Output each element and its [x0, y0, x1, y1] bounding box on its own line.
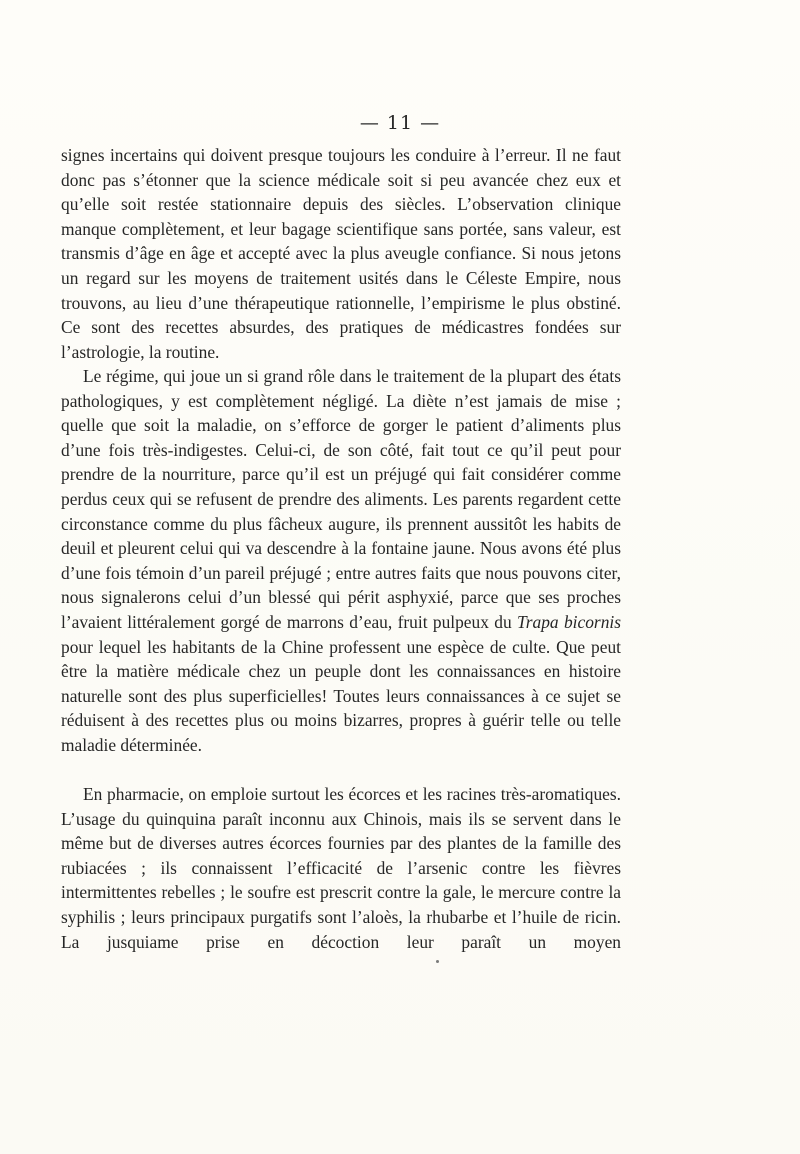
paragraph-2-text-before: Le régime, qui joue un si grand rôle dans le traitement de la plupart des états pathologiques, y est complètement négligé. La diète n’est jamais de mise ; quelle que soit la maladie, on s’efforce de gorger le patient d’aliments plus d’une fois très-indigestes. Celui-ci, de son côté, fait tout ce qu’il peut pour prendre de la nourriture, parce qu’il est un préjugé qui fait considérer comme perdus ceux qui se refusent de prendre des aliments. Les parents regardent cette circonstance comme du plus fâcheux augure, ils prennent aussitôt les habits de deuil et pleurent celui qui va descendre à la fontaine jaune. Nous avons été plus d’une fois témoin d’un pareil préjugé ; entre autres faits que nous pouvons citer, nous signalerons celui d’un blessé qui périt asphyxié, parce que ses proches l’avaient littéralement gorgé de marrons d’eau, fruit pulpeux du — [61, 366, 621, 632]
paragraph-2-text-after: pour lequel les habitants de la Chine professent une espèce de culte. Que peut être la matière médicale chez un peuple dont les connaissances en histoire naturelle sont des plus superficielles! Toutes leurs connaissances à ce sujet se réduisent à des recettes plus ou moins bizarres, propres à guérir telle ou telle maladie déterminée. — [61, 636, 621, 755]
ink-dot — [436, 960, 439, 963]
paragraph-3: En pharmacie, on emploie surtout les écorces et les racines très-aromatiques. L’usage du quinquina paraît inconnu aux Chinois, mais ils se servent dans le même but de diverses autres écorces fournies par des plantes de la famille des rubiacées ; ils connaissent l’efficacité de l’arsenic contre les fièvres intermittentes rebelles ; le soufre est prescrit contre la gale, le mercure contre la syphilis ; leurs principaux purgatifs sont l’aloès, la rhubarbe et l’huile de ricin. La jusquiame prise en décoction leur paraît un moyen — [61, 784, 621, 952]
paragraph-2 — [61, 364, 621, 758]
page-number: — 11 — — [359, 112, 441, 134]
paragraph-1: signes incertains qui doivent presque toujours les conduire à l’erreur. Il ne faut donc pas s’étonner que la science médicale soit si peu avancée chez eux et qu’elle soit restée stationnaire depuis des siècles. L’observation clinique manque complètement, et leur bagage scientifique sans portée, sans valeur, est transmis d’âge en âge et accepté avec la plus aveugle confiance. Si nous jetons un regard sur les moyens de traitement usités dans le Céleste Empire, nous trouvons, au lieu d’une thérapeutique rationnelle, l’empirisme le plus obstiné. Ce sont des recettes absurdes, des pratiques de médicastres fondées sur l’astrologie, la routine. — [61, 145, 621, 362]
species-name: Trapa bicornis — [517, 611, 621, 632]
